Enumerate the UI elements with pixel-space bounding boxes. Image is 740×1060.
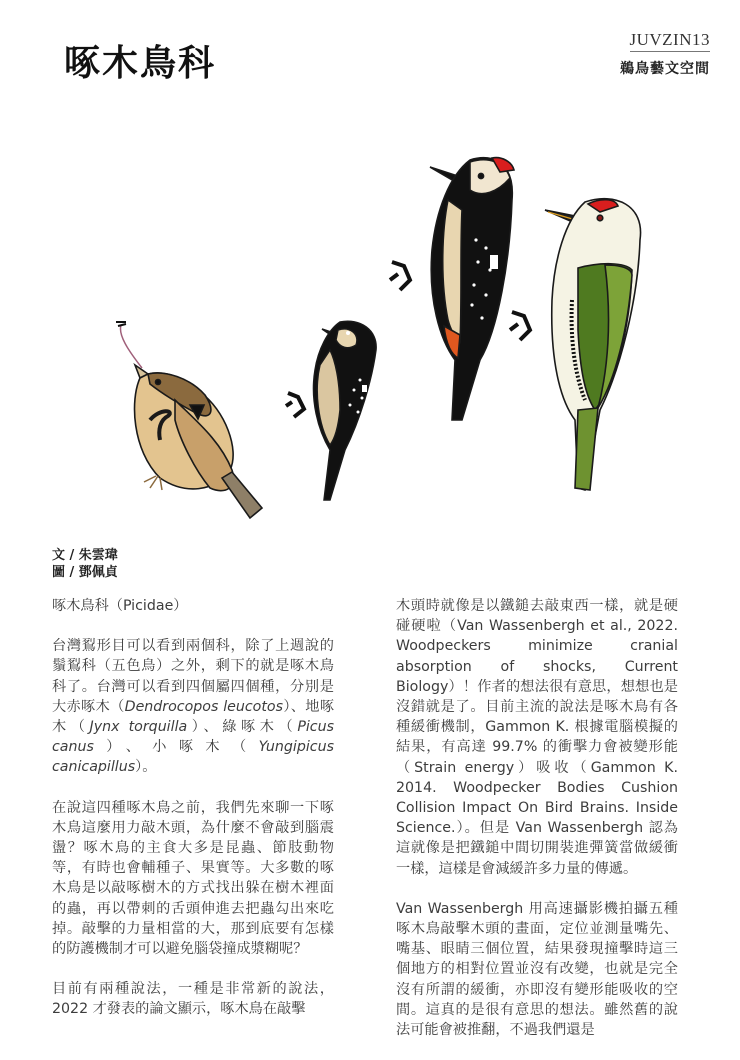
article-left-column <box>52 596 334 1040</box>
article-right-column <box>396 596 678 1060</box>
white-backed-woodpecker-icon <box>390 158 514 420</box>
illustrator-credit: 圖 / 鄧佩貞 <box>52 565 118 580</box>
woodpecker-illustration <box>0 110 740 540</box>
brand-code: JUVZIN13 <box>630 30 711 52</box>
grey-headed-woodpecker-icon <box>510 199 641 490</box>
paragraph-theories: 目前有兩種說法，一種是非常新的說法，2022 才發表的論文顯示，啄木鳥在敲擊 <box>52 981 334 1018</box>
paragraph-high-speed-camera: Van Wassenbergh 用高速攝影機拍攝五種啄木鳥敲擊木頭的畫面，定位並測量嘴先、嘴基、眼睛三個位置，結果發現撞擊時這三個地方的相對位置並沒有改變，也就是完全沒有所謂的緩衝，亦即沒有變形能吸收的空間。這真的是很有意思的想法。雖然舊的說法可能會被推翻，不過我們還是 <box>396 900 678 1039</box>
species-name: Yungipicus canicapillus <box>52 739 334 776</box>
species-name: Jynx torquilla <box>89 719 188 736</box>
species-name: Dendrocopos leucotos <box>124 698 283 715</box>
author-credit: 文 / 朱雲瑋 <box>52 548 118 563</box>
brand-block <box>620 30 710 78</box>
paragraph-intro-question: 在說這四種啄木鳥之前，我們先來聊一下啄木鳥這麼用力敲木頭，為什麼不會敲到腦震盪？啄木鳥的主食大多是昆蟲、節肢動物等，有時也會輔種子、果實等。大多數的啄木鳥是以敲啄樹木的方式找出躲在樹木裡面的蟲，再以帶刺的舌頭伸進去把蟲勾出來吃掉。敲擊的力量相當的大，那到底要有怎樣的防護機制才可以避免腦袋撞成漿糊呢？ <box>52 799 334 958</box>
section-heading: 啄木鳥科（Picidae） <box>52 598 188 614</box>
page-title: 啄木鳥科 <box>64 43 217 84</box>
brand-name: 鵜鳥藝文空間 <box>620 61 710 77</box>
credits <box>52 547 118 581</box>
species-name: Picus canus <box>52 719 334 756</box>
wryneck-bird-icon <box>116 322 262 518</box>
paragraph-species: 台灣鴷形目可以看到兩個科，除了上週說的鬚鴷科（五色鳥）之外，剩下的就是啄木鳥科了。台灣可以看到四個屬四個種，分別是大赤啄木（Dendrocopos leucotos）、地啄木（Jynx torquilla）、綠啄木（Picus canus）、小啄木（Yungipicus canicapillus）。 <box>52 638 335 776</box>
grey-capped-woodpecker-icon <box>286 321 376 500</box>
paragraph-research: 木頭時就像是以鐵鎚去敲東西一樣，就是硬碰硬啦（Van Wassenbergh et al., 2022. Woodpeckers minimize cranial absorption of shocks, Current Biology）！作者的想法很有意思，想想也是沒錯就是了。目前主流的說法是啄木鳥有各種緩衝機制，Gammon K. 根據電腦模擬的結果，有高達 99.7% 的衝擊力會被變形能（Strain energy）吸收（Gammon K. 2014. Woodpecker Bodies Cushion Collision Impact On Bird Brains. Inside Science.）。但是 Van Wassenbergh 認為這就像是把鐵鎚中間切開裝進彈簧當做緩衝一樣，這樣是會減緩許多力量的傳遞。 <box>396 598 678 877</box>
